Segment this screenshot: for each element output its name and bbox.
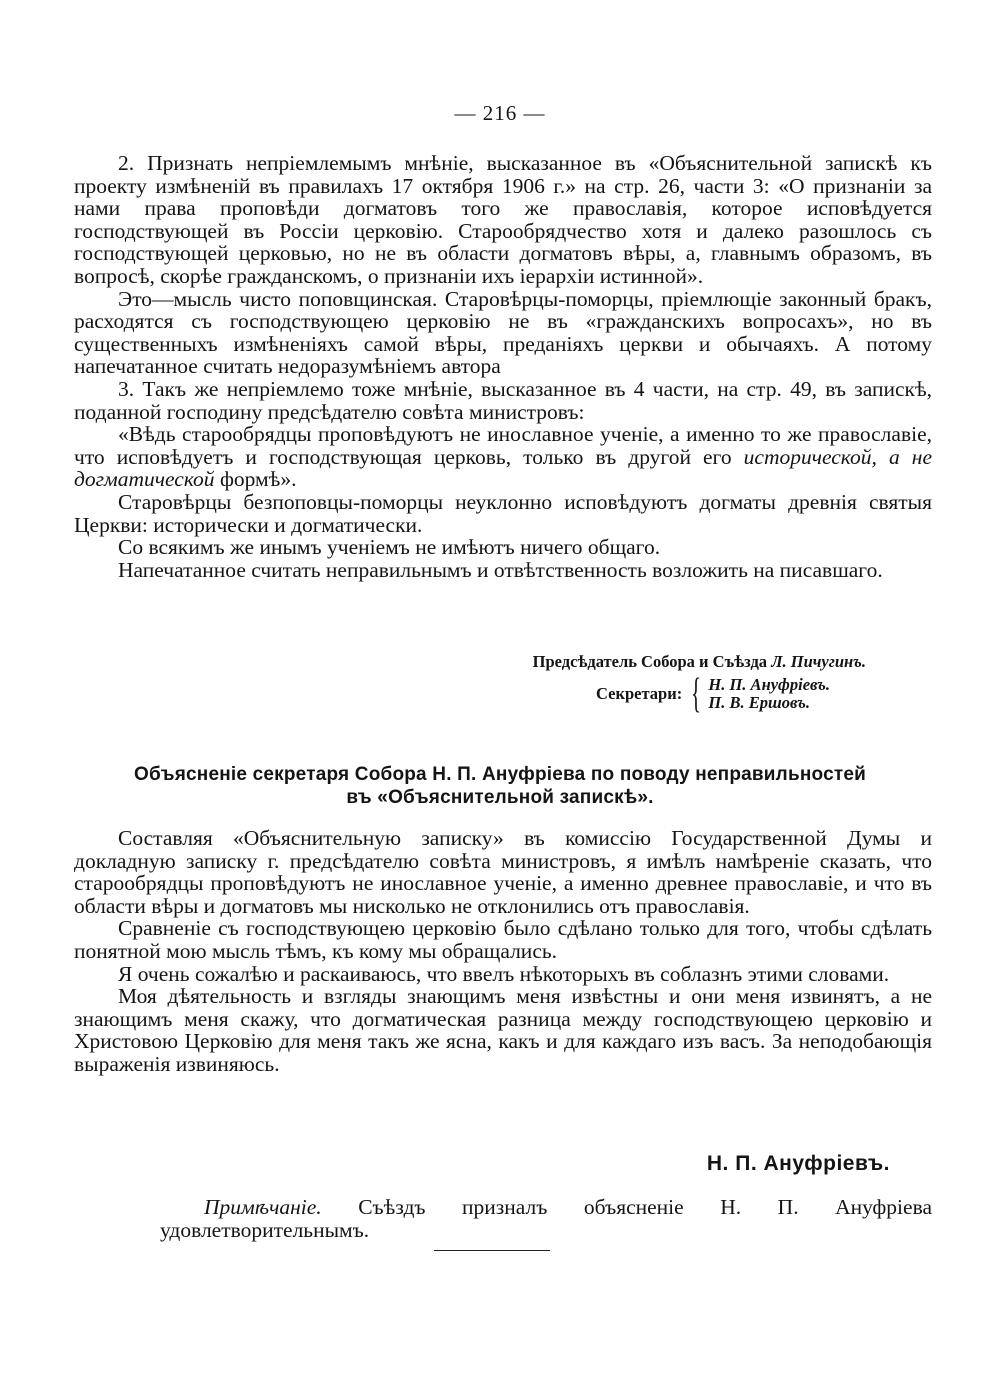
paragraph: Моя дѣятельность и взгляды знающимъ меня извѣстны и они меня извинятъ, а не знающимъ меня скажу, что догматическая разница между господствующею церковію и Христовою Церковію для меня такъ же ясна, какъ и для каждаго изъ васъ. За неподобающія выраженія извиняюсь. bbox=[74, 984, 932, 1076]
quote-text: «Вѣдь старообрядцы проповѣдуютъ не инославное ученіе, а именно то же православіе, что исповѣдуетъ и господствующая церковь, только въ другой его bbox=[74, 422, 932, 469]
explanation-section bbox=[74, 827, 932, 1076]
page-number: — 216 — bbox=[454, 101, 546, 125]
brace-symbol: { bbox=[691, 671, 702, 717]
quote-end-text: формѣ». bbox=[219, 467, 297, 492]
paragraph: 3. Такъ же непріемлемо тоже мнѣніе, высказанное въ 4 части, на стр. 49, въ запискѣ, поданной господину предсѣдателю совѣта министровъ: bbox=[74, 376, 932, 424]
paragraph: Сравненіе съ господствующею церковію было сдѣлано только для того, чтобы сдѣлать понятной мою мысль тѣмъ, къ кому мы обращались. bbox=[74, 916, 932, 963]
secretaries-signature bbox=[533, 671, 830, 717]
section-heading bbox=[60, 763, 940, 809]
quote-italic-text: исторической, а не догматической bbox=[74, 444, 933, 492]
chair-title: Предсѣдатель Собора и Съѣзда bbox=[532, 652, 768, 671]
secretaries-names bbox=[708, 676, 830, 712]
footnote bbox=[160, 1196, 932, 1242]
paragraph: Со всякимъ же инымъ ученіемъ не имѣютъ ничего общаго. bbox=[118, 535, 661, 560]
paragraph: Это—мысль чисто поповщинская. Старовѣрцы-поморцы, пріемлющіе законный бракъ, расходятся съ господствующею церковію не въ «гражданскихъ вопросахъ», но въ существенныхъ измѣненіяхъ самой вѣры, преданіяхъ церкви и обычаяхъ. А потому напечатанное считать недоразумѣніемъ автора bbox=[74, 286, 932, 379]
chair-signature bbox=[533, 652, 866, 672]
signature-block bbox=[532, 652, 866, 717]
author-signature: Н. П. Ануфріевъ. bbox=[706, 1152, 890, 1175]
paragraph: 2. Признать непріемлемымъ мнѣніе, высказанное въ «Объяснительной запискѣ къ проекту измѣненій въ правилахъ 17 октября 1906 г.» на стр. 26, части 3: «О признаніи за нами права проповѣди догматовъ того же православія, которое исповѣдуется господствующей въ Россіи церковію. Старообрядчество хотя и далеко разошлось съ господствующей церковью, но не въ области догматовъ вѣры, а, главнымъ образомъ, въ вопросѣ, скорѣе гражданскомъ, о признаніи ихъ іерархіи истинной». bbox=[74, 151, 932, 288]
quoted-paragraph bbox=[74, 423, 932, 491]
secretary-name: Н. П. Ануфріевъ. bbox=[708, 675, 830, 694]
paragraph: Старовѣрцы безпоповцы-поморцы неуклонно исповѣдуютъ догматы древнія святыя Церкви: исторически и догматически. bbox=[74, 489, 932, 537]
resolution-section bbox=[74, 152, 932, 581]
note-label: Примѣчаніе. bbox=[204, 1195, 322, 1219]
secretary-name: П. В. Ершовъ. bbox=[708, 693, 810, 712]
secretaries-label: Секретари: bbox=[596, 684, 683, 703]
heading-line: въ «Объяснительной запискѣ». bbox=[346, 787, 654, 808]
heading-line: Объясненіе секретаря Собора Н. П. Ануфріева по поводу неправильностей bbox=[134, 764, 866, 785]
paragraph: Я очень сожалѣю и раскаиваюсь, что ввелъ нѣкоторыхъ въ соблазнъ этими словами. bbox=[118, 961, 890, 986]
note-text: Съѣздъ призналъ объясненіе Н. П. Ануфріева удовлетворительнымъ. bbox=[160, 1195, 932, 1242]
paragraph: Напечатанное считать неправильнымъ и отвѣтственность возложить на писавшаго. bbox=[118, 557, 883, 582]
paragraph: Составляя «Объяснительную записку» въ комиссію Государственной Думы и докладную записку г. предсѣдателю совѣта министровъ, я имѣлъ намѣреніе сказать, что старообрядцы проповѣдуютъ не инославное ученіе, а именно древнее православіе, и что въ области вѣры и догматовъ мы нисколько не отклонились отъ православія. bbox=[74, 826, 932, 918]
end-divider bbox=[434, 1250, 550, 1251]
chair-name: Л. Пичугинъ. bbox=[771, 652, 866, 671]
